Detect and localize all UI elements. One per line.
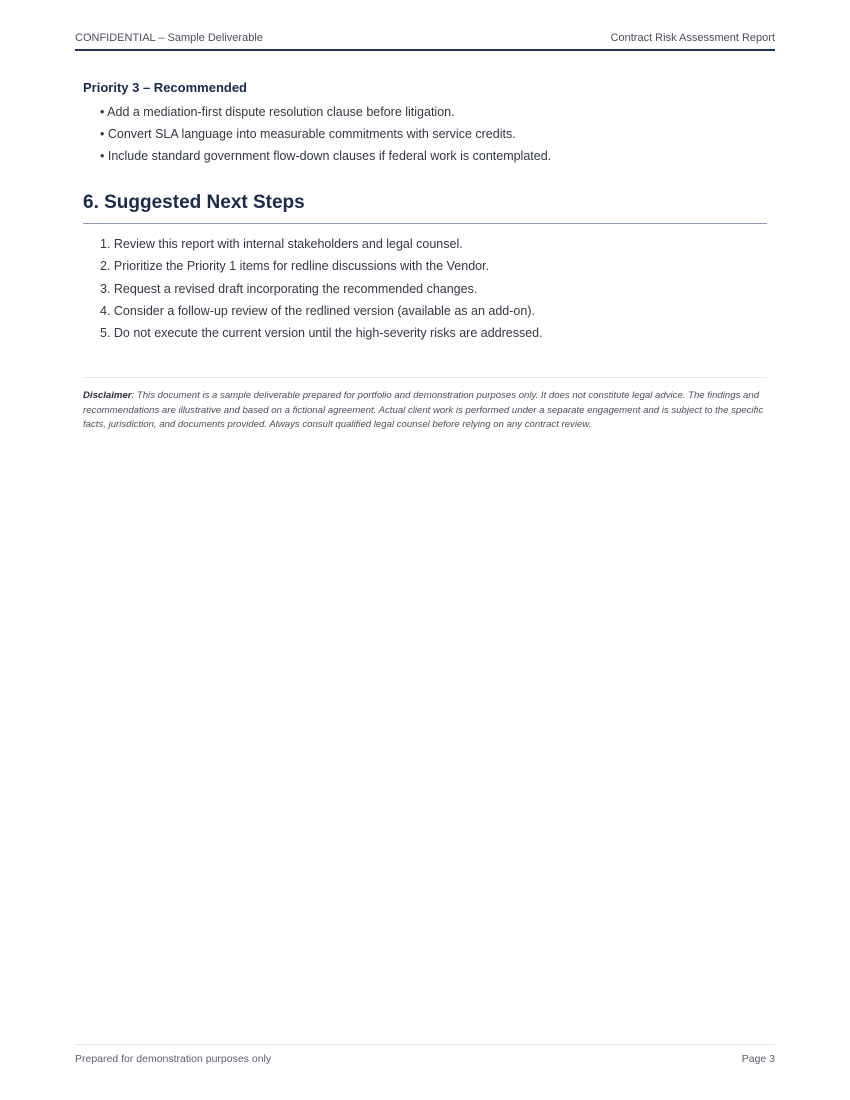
- disclaimer: [83, 389, 767, 433]
- page-number: Page 3: [741, 1053, 775, 1065]
- list-item: • Include standard government flow-down clauses if federal work is contemplated.: [100, 149, 552, 163]
- footer-note: Prepared for demonstration purposes only: [75, 1053, 272, 1065]
- list-item: 5. Do not execute the current version until the high-severity risks are addressed.: [100, 326, 543, 341]
- next-steps-list: [83, 233, 767, 344]
- section-title-next-steps: 6. Suggested Next Steps: [83, 192, 767, 224]
- list-item: 2. Prioritize the Priority 1 items for redline discussions with the Vendor.: [100, 259, 490, 274]
- disclaimer-label: Disclaimer: [83, 390, 132, 402]
- page-content: [83, 80, 767, 433]
- page-footer: [75, 1044, 775, 1065]
- disclaimer-text: : This document is a sample deliverable prepared for portfolio and demonstration purposes only. It does not constitute legal advice. The findings and recommendations are illustrative and based on a fictional agreement. Actual client work is performed under a separate engagement and is subject to the specific facts, jurisdiction, and documents provided. Always consult qualified legal counsel before relying on any contract review.: [83, 390, 764, 431]
- page-header: [75, 32, 775, 51]
- list-item: • Add a mediation-first dispute resolution clause before litigation.: [100, 105, 455, 119]
- list-item: 3. Request a revised draft incorporating the recommended changes.: [100, 281, 478, 296]
- priority-3-list: [83, 101, 767, 167]
- header-report-title: Contract Risk Assessment Report: [610, 32, 775, 44]
- header-confidential-label: CONFIDENTIAL – Sample Deliverable: [75, 32, 263, 44]
- list-item: 4. Consider a follow-up review of the redlined version (available as an add-on).: [100, 303, 535, 318]
- divider: [83, 377, 767, 378]
- priority-3-heading: Priority 3 – Recommended: [83, 80, 247, 95]
- list-item: 1. Review this report with internal stakeholders and legal counsel.: [100, 237, 463, 251]
- list-item: • Convert SLA language into measurable commitments with service credits.: [100, 127, 516, 141]
